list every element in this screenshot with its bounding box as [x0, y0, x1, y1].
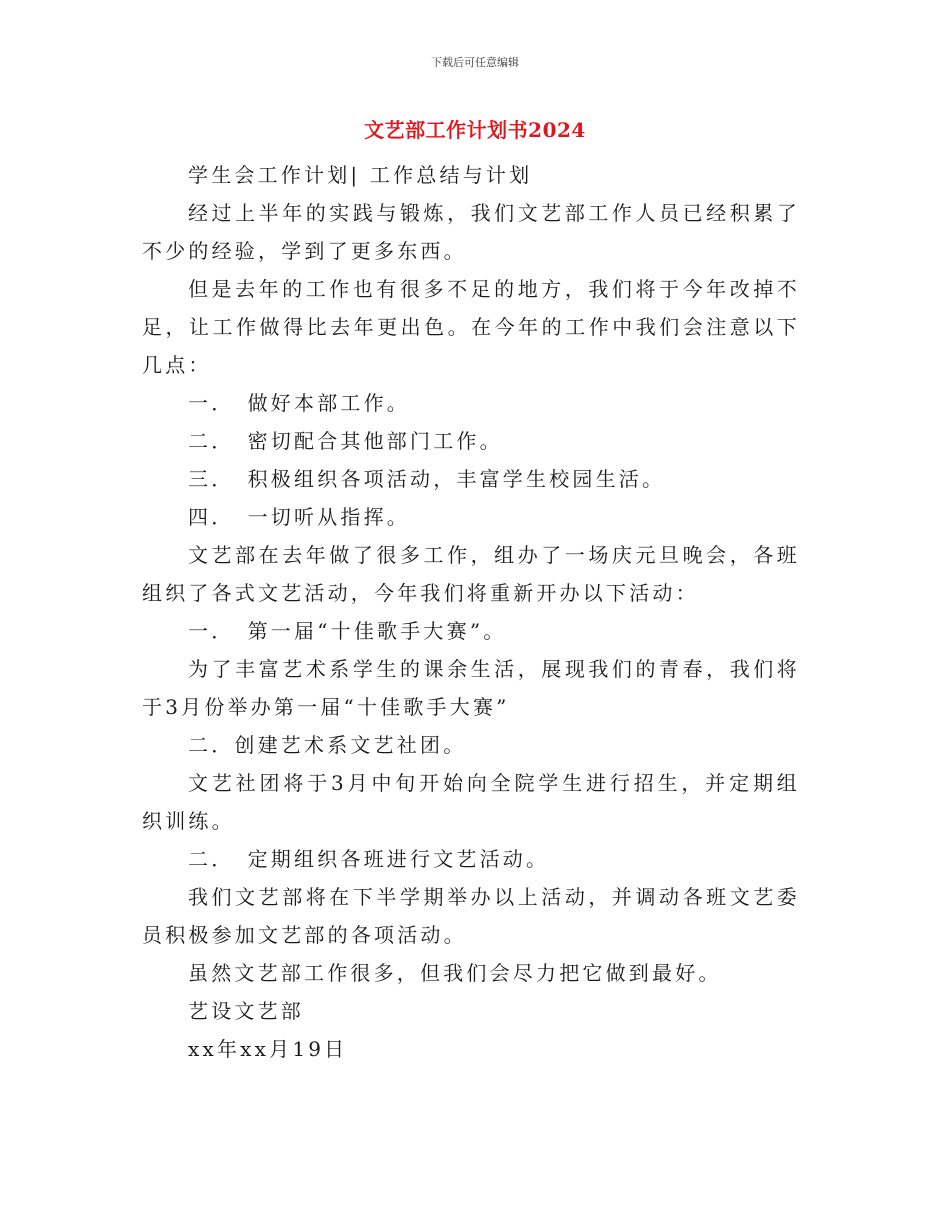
paragraph-singer-contest: 为了丰富艺术系学生的课余生活，展现我们的青春，我们将于3月份举办第一届“十佳歌手大赛” — [142, 657, 800, 719]
document-title: 文艺部工作计划书2024 — [364, 118, 586, 142]
paragraph-category: 学生会工作计划| 工作总结与计划 — [188, 163, 533, 187]
paragraph-last-year: 文艺部在去年做了很多工作，组办了一场庆元旦晚会，各班组织了各式文艺活动，今年我们将重新开办以下活动： — [142, 543, 800, 605]
signature-department: 艺设文艺部 — [188, 999, 304, 1023]
list-item: 二． 密切配合其他部门工作。 — [188, 429, 503, 453]
list-item: 四． 一切听从指挥。 — [188, 505, 410, 529]
paragraph-intro: 经过上半年的实践与锻炼，我们文艺部工作人员已经积累了不少的经验，学到了更多东西。 — [142, 201, 800, 263]
list-item: 二．创建艺术系文艺社团。 — [188, 733, 467, 757]
paragraph-art-club: 文艺社团将于3月中旬开始向全院学生进行招生，并定期组织训练。 — [142, 771, 800, 833]
document-body — [142, 156, 800, 1068]
paragraph-plan: 我们文艺部将在下半学期举办以上活动，并调动各班文艺委员积极参加文艺部的各项活动。 — [142, 885, 800, 947]
list-item: 一． 第一届“十佳歌手大赛”。 — [188, 619, 507, 643]
list-item: 二． 定期组织各班进行文艺活动。 — [188, 847, 550, 871]
paragraph-closing: 虽然文艺部工作很多，但我们会尽力把它做到最好。 — [188, 961, 722, 985]
signature-date: xx年xx月19日 — [188, 1037, 348, 1061]
paragraph-shortcomings: 但是去年的工作也有很多不足的地方，我们将于今年改掉不足，让工作做得比去年更出色。在今年的工作中我们会注意以下几点： — [142, 277, 800, 377]
list-item: 三． 积极组织各项活动，丰富学生校园生活。 — [188, 467, 666, 491]
list-item: 一． 做好本部工作。 — [188, 391, 410, 415]
header-note: 下载后可任意编辑 — [431, 56, 519, 69]
